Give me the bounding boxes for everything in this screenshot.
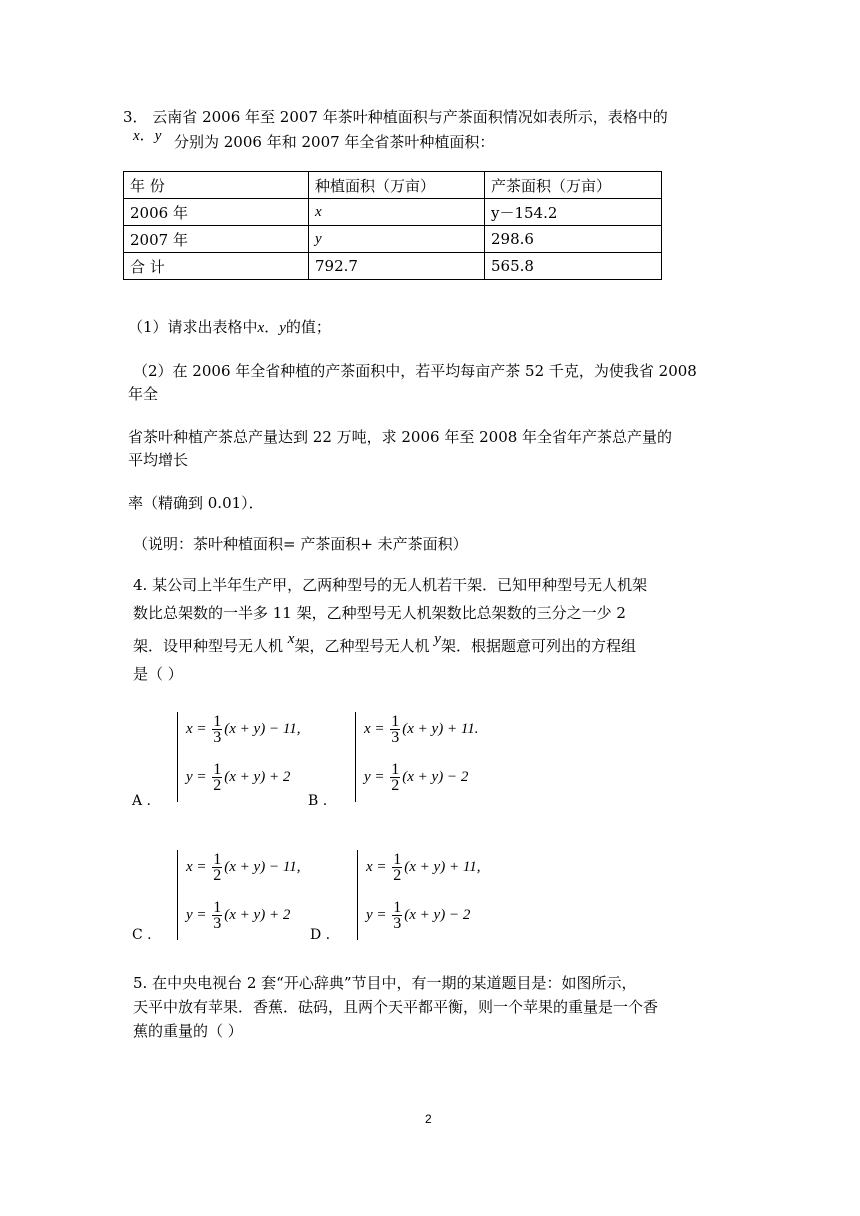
table-cell: x (309, 199, 485, 226)
q3-sub2-line4: 平均增长 (128, 451, 189, 469)
q5-line1: 5. 在中央电视台 2 套“开心辞典”节目中，有一期的某道题目是：如图所示， (133, 974, 637, 992)
brace-icon (355, 712, 362, 802)
table-row (124, 199, 662, 226)
table-row (124, 226, 662, 253)
page-number: 2 (425, 1112, 432, 1126)
option-a-eq1: x = $\frac{1}{3}$ (x + y) − 11, (186, 713, 301, 746)
table-header: 种植面积（万亩） (309, 172, 485, 199)
brace-icon (177, 712, 184, 802)
q3-line2: x．y (133, 126, 162, 144)
option-b-eq2: y = $\frac{1}{2}$ (x + y) − 2 (364, 761, 469, 794)
q3-sub1: （1）请求出表格中x．y的值； (128, 318, 331, 336)
option-d-label: D . (310, 927, 331, 943)
q3-line2-rest: 分别为 2006 年和 2007 年全省茶叶种植面积： (174, 133, 495, 151)
option-d-eq2: y = $\frac{1}{3}$ (x + y) − 2 (366, 899, 471, 932)
table-cell: 2006 年 (124, 199, 309, 226)
option-d-eq1: x = $\frac{1}{2}$ (x + y) + 11, (366, 851, 481, 884)
q4-line4: 是（ ） (133, 665, 183, 683)
q4-line1: 4. 某公司上半年生产甲，乙两种型号的无人机若干架．已知甲种型号无人机架 (133, 576, 648, 594)
table-cell: 565.8 (485, 253, 662, 280)
table-cell: y－154.2 (485, 199, 662, 226)
table-cell: 2007 年 (124, 226, 309, 253)
table-row (124, 253, 662, 280)
var-x: x (133, 128, 140, 144)
q3-sub2-line1: （2）在 2006 年全省种植的产茶面积中，若平均每亩产茶 52 千克，为使我省 2008 (133, 362, 697, 380)
table-cell: 792.7 (309, 253, 485, 280)
q5-line2: 天平中放有苹果．香蕉．砝码，且两个天平都平衡，则一个苹果的重量是一个香 (133, 998, 659, 1016)
q3-sub2-line3: 省茶叶种植产茶总产量达到 22 万吨，求 2006 年至 2008 年全省年产茶总产量的 (128, 428, 673, 446)
brace-icon (357, 850, 364, 940)
table-cell: y (309, 226, 485, 253)
table-header: 年 份 (124, 172, 309, 199)
var-y: y (154, 128, 162, 144)
q4-line3: 架．设甲种型号无人机 x架，乙种型号无人机 y架．根据题意可列出的方程组 (133, 631, 636, 655)
q3-note: （说明：茶叶种植面积= 产茶面积+ 未产茶面积） (133, 535, 468, 553)
q3-line1: 3． 云南省 2006 年至 2007 年茶叶种植面积与产茶面积情况如表所示，表格中的 (123, 108, 668, 126)
option-c-eq2: y = $\frac{1}{3}$ (x + y) + 2 (186, 899, 291, 932)
table-header-row (124, 172, 662, 199)
option-b-eq1: x = $\frac{1}{3}$ (x + y) + 11. (364, 713, 479, 746)
brace-icon (177, 850, 184, 940)
table-header: 产茶面积（万亩） (485, 172, 662, 199)
q4-line2: 数比总架数的一半多 11 架，乙种型号无人机架数比总架数的三分之一少 2 (133, 604, 626, 622)
q5-line3: 蕉的重量的（ ） (133, 1022, 243, 1040)
option-a-eq2: y = $\frac{1}{2}$ (x + y) + 2 (186, 761, 291, 794)
q3-sub2-line5: 率（精确到 0.01）． (128, 494, 264, 512)
option-b-label: B . (308, 793, 328, 809)
option-c-eq1: x = $\frac{1}{2}$ (x + y) − 11, (186, 851, 301, 884)
table-cell: 298.6 (485, 226, 662, 253)
area-table (123, 171, 662, 280)
option-c-label: C . (132, 927, 152, 943)
q3-sub2-line2: 年全 (128, 385, 159, 403)
table-cell: 合 计 (124, 253, 309, 280)
option-a-label: A . (132, 793, 152, 809)
